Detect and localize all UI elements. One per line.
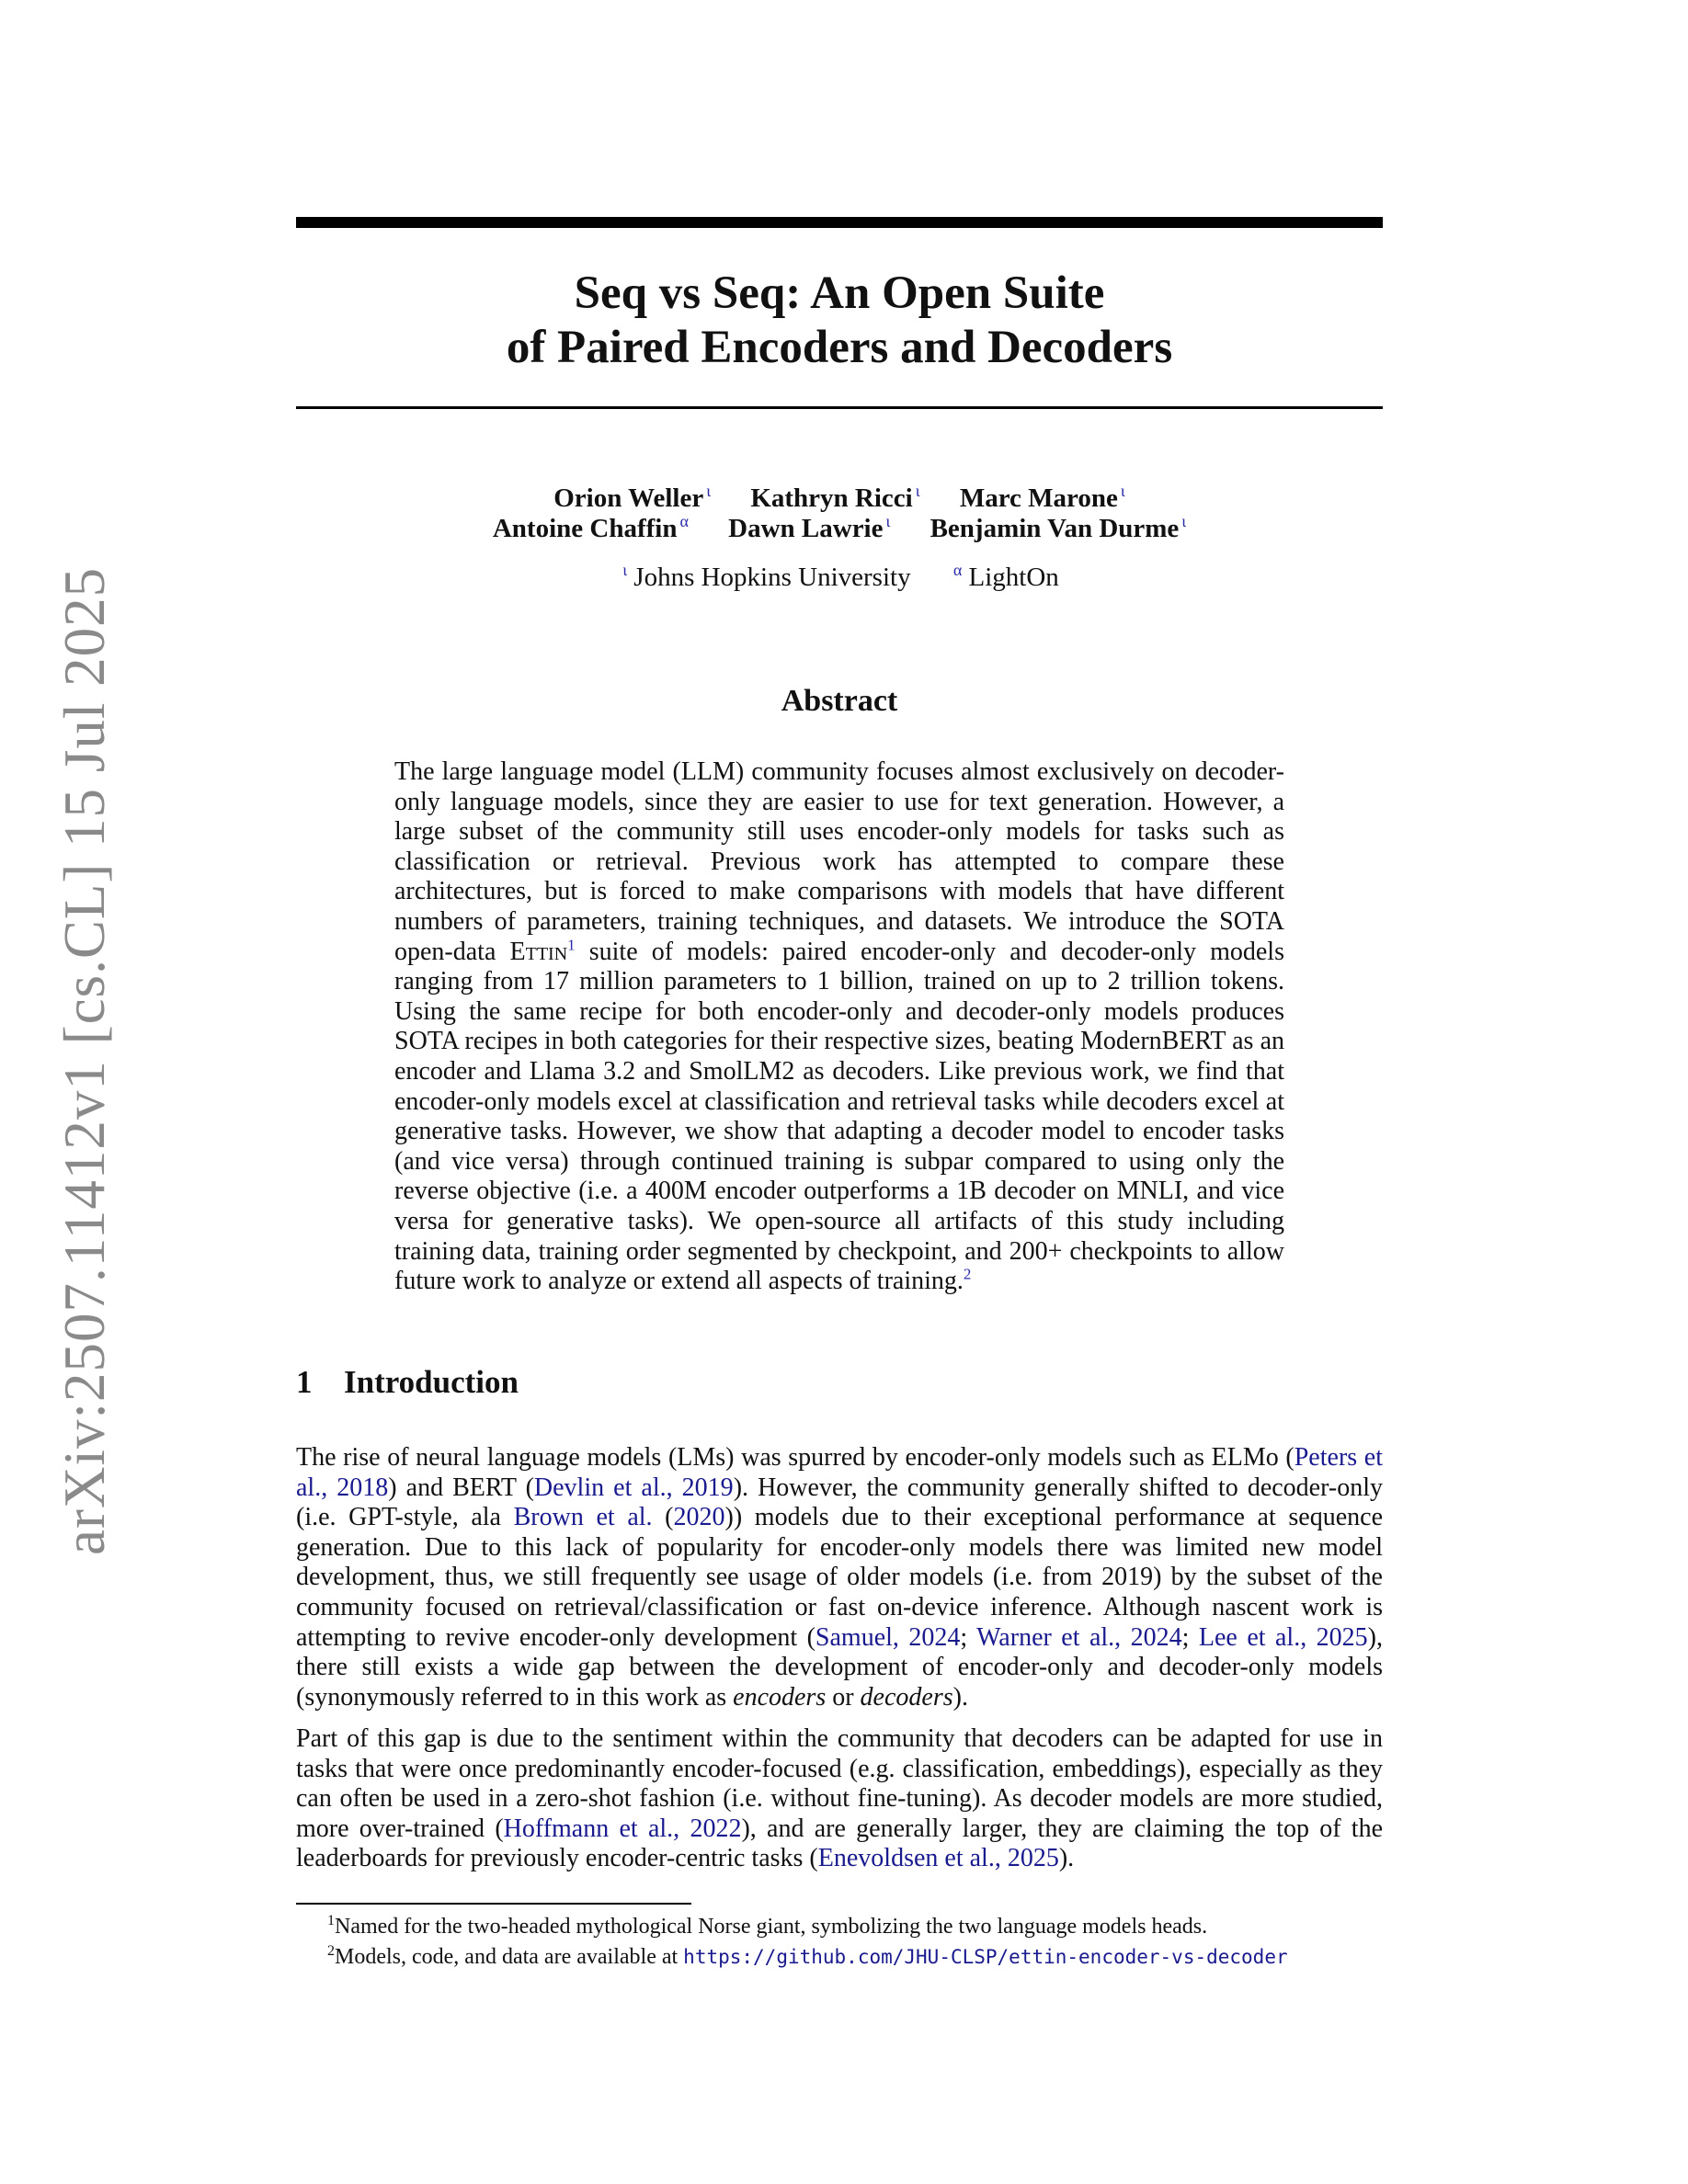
section-title: Introduction <box>344 1364 519 1400</box>
citation-link[interactable]: Samuel, 2024 <box>815 1622 961 1652</box>
affiliation: $^\alpha$ LightOn <box>952 561 1059 592</box>
author: Antoine Chaffin $^\alpha$ <box>492 512 689 543</box>
affiliation: $^\iota$ Johns Hopkins University <box>622 561 911 592</box>
footnote-number: 1 <box>327 1913 335 1928</box>
author: Marc Marone $^\iota$ <box>959 482 1125 513</box>
affiliation-mark: ι <box>622 561 628 580</box>
affiliation-mark[interactable]: ι <box>885 512 891 531</box>
intro-paragraph-1: The rise of neural language models (LMs) was spurred by encoder-only models such as ELMo (Peters et al., 2018) and BERT (Devlin et al., 2019). However, the community generally shifted to decoder-only (i.e. GPT-style, ala Brown et al. (2020)) models due to their exceptional performance at sequence generation. Due to this lack of popularity for encoder-only models there was limited new model development, thus, we still frequently see usage of older models (i.e. from 2019) by the subset of the community focused on retrieval/classification or fast on-device inference. Although nascent work is attempting to revive encoder-only development (Samuel, 2024; Warner et al., 2024; Lee et al., 2025), there still exists a wide gap between the development of encoder-only and decoder-only models (synonymously referred to in this work as encoders or decoders). <box>296 1443 1384 1712</box>
affiliation-mark[interactable]: α <box>679 512 689 531</box>
title-line-2: of Paired Encoders and Decoders <box>506 322 1173 373</box>
paper-title <box>296 267 1383 375</box>
footnote-ref[interactable]: 1 <box>567 936 576 954</box>
citation-link[interactable]: Brown et al. <box>513 1503 653 1532</box>
abstract-body: The large language model (LLM) community focuses almost exclusively on decoder-only language models, since they are easier to use for text generation. However, a large subset of the community still uses encoder-only models for tasks such as classification or retrieval. Previous work has attempted to compare these architectures, but is forced to make comparisons with models that have different numbers of parameters, training techniques, and datasets. We introduce the SOTA open-data Ettin$^1$ suite of models: paired encoder-only and decoder-only models ranging from 17 million parameters to 1 billion, trained on up to 2 trillion tokens. Using the same recipe for both encoder-only and decoder-only models produces SOTA recipes in both categories for their respective sizes, beating ModernBERT as an encoder and Llama 3.2 and SmolLM2 as decoders. Like previous work, we find that encoder-only models excel at classification and retrieval tasks while decoders excel at generative tasks. However, we show that adapting a decoder model to encoder tasks (and vice versa) through continued training is subpar compared to using only the reverse objective (i.e. a 400M encoder outperforms a 1B decoder on MNLI, and vice versa for generative tasks). We open-source all artifacts of this study including training data, training order segmented by checkpoint, and 200+ checkpoints to allow future work to analyze or extend all aspects of training.$^2$ <box>394 757 1284 1296</box>
footnote-number: 2 <box>327 1943 335 1959</box>
author: Kathryn Ricci $^\iota$ <box>750 482 920 513</box>
author-block <box>296 483 1383 544</box>
title-rule-bottom <box>296 406 1383 409</box>
affiliation-mark[interactable]: ι <box>1181 512 1187 531</box>
footnote-ref[interactable]: 2 <box>963 1265 972 1283</box>
emphasis: encoders <box>733 1682 827 1712</box>
affiliation-mark[interactable]: ι <box>915 482 920 501</box>
affiliation-mark: α <box>952 561 963 580</box>
abstract-heading: Abstract <box>781 684 898 718</box>
emphasis: decoders <box>860 1682 953 1712</box>
repository-url-link[interactable]: https://github.com/JHU-CLSP/ettin-encoder-vs-decoder <box>683 1946 1288 1968</box>
model-name-ettin: Ettin <box>509 937 568 966</box>
author-row-2 <box>296 514 1383 544</box>
citation-link[interactable]: 2020 <box>673 1503 725 1532</box>
affiliation-mark[interactable]: ι <box>1120 482 1125 501</box>
author: Benjamin Van Durme $^\iota$ <box>930 512 1187 543</box>
section-number: 1 <box>296 1364 313 1400</box>
citation-link[interactable]: Warner et al., 2024 <box>976 1622 1182 1652</box>
author-row-1 <box>296 483 1383 514</box>
citation-link[interactable]: Devlin et al., 2019 <box>533 1473 734 1502</box>
section-heading <box>296 1364 519 1401</box>
citation-link[interactable]: Enevoldsen et al., 2025 <box>817 1844 1059 1873</box>
affiliations <box>296 563 1383 593</box>
citation-link[interactable]: Peters et al., 2018 <box>296 1443 1383 1502</box>
footnotes <box>327 1912 1383 1973</box>
arxiv-identifier-stamp: arXiv:2507.11412v1 [cs.CL] 15 Jul 2025 <box>52 566 117 1555</box>
title-line-1: Seq vs Seq: An Open Suite <box>574 267 1105 319</box>
footnote-1: $^1$Named for the two-headed mythological Norse giant, symbolizing the two language models heads. <box>327 1913 1208 1939</box>
citation-link[interactable]: Lee et al., 2025 <box>1198 1622 1368 1652</box>
intro-paragraph-2: Part of this gap is due to the sentiment within the community that decoders can be adapted for use in tasks that were once predominantly encoder-focused (e.g. classification, embeddings), especially as they can often be used in a zero-shot fashion (i.e. without fine-tuning). As decoder models are more studied, more over-trained (Hoffmann et al., 2022), and are generally larger, they are claiming the top of the leaderboards for previously encoder-centric tasks (Enevoldsen et al., 2025). <box>296 1724 1384 1873</box>
citation-link[interactable]: Hoffmann et al., 2022 <box>503 1814 742 1843</box>
author: Orion Weller $^\iota$ <box>553 482 712 513</box>
author: Dawn Lawrie $^\iota$ <box>728 512 891 543</box>
footnote-rule <box>296 1903 691 1905</box>
title-rule-top <box>296 217 1383 228</box>
footnote-2: $^2$Models, code, and data are available at https://github.com/JHU-CLSP/ettin-encoder-vs-decoder <box>327 1943 1288 1969</box>
affiliation-mark[interactable]: ι <box>706 482 712 501</box>
